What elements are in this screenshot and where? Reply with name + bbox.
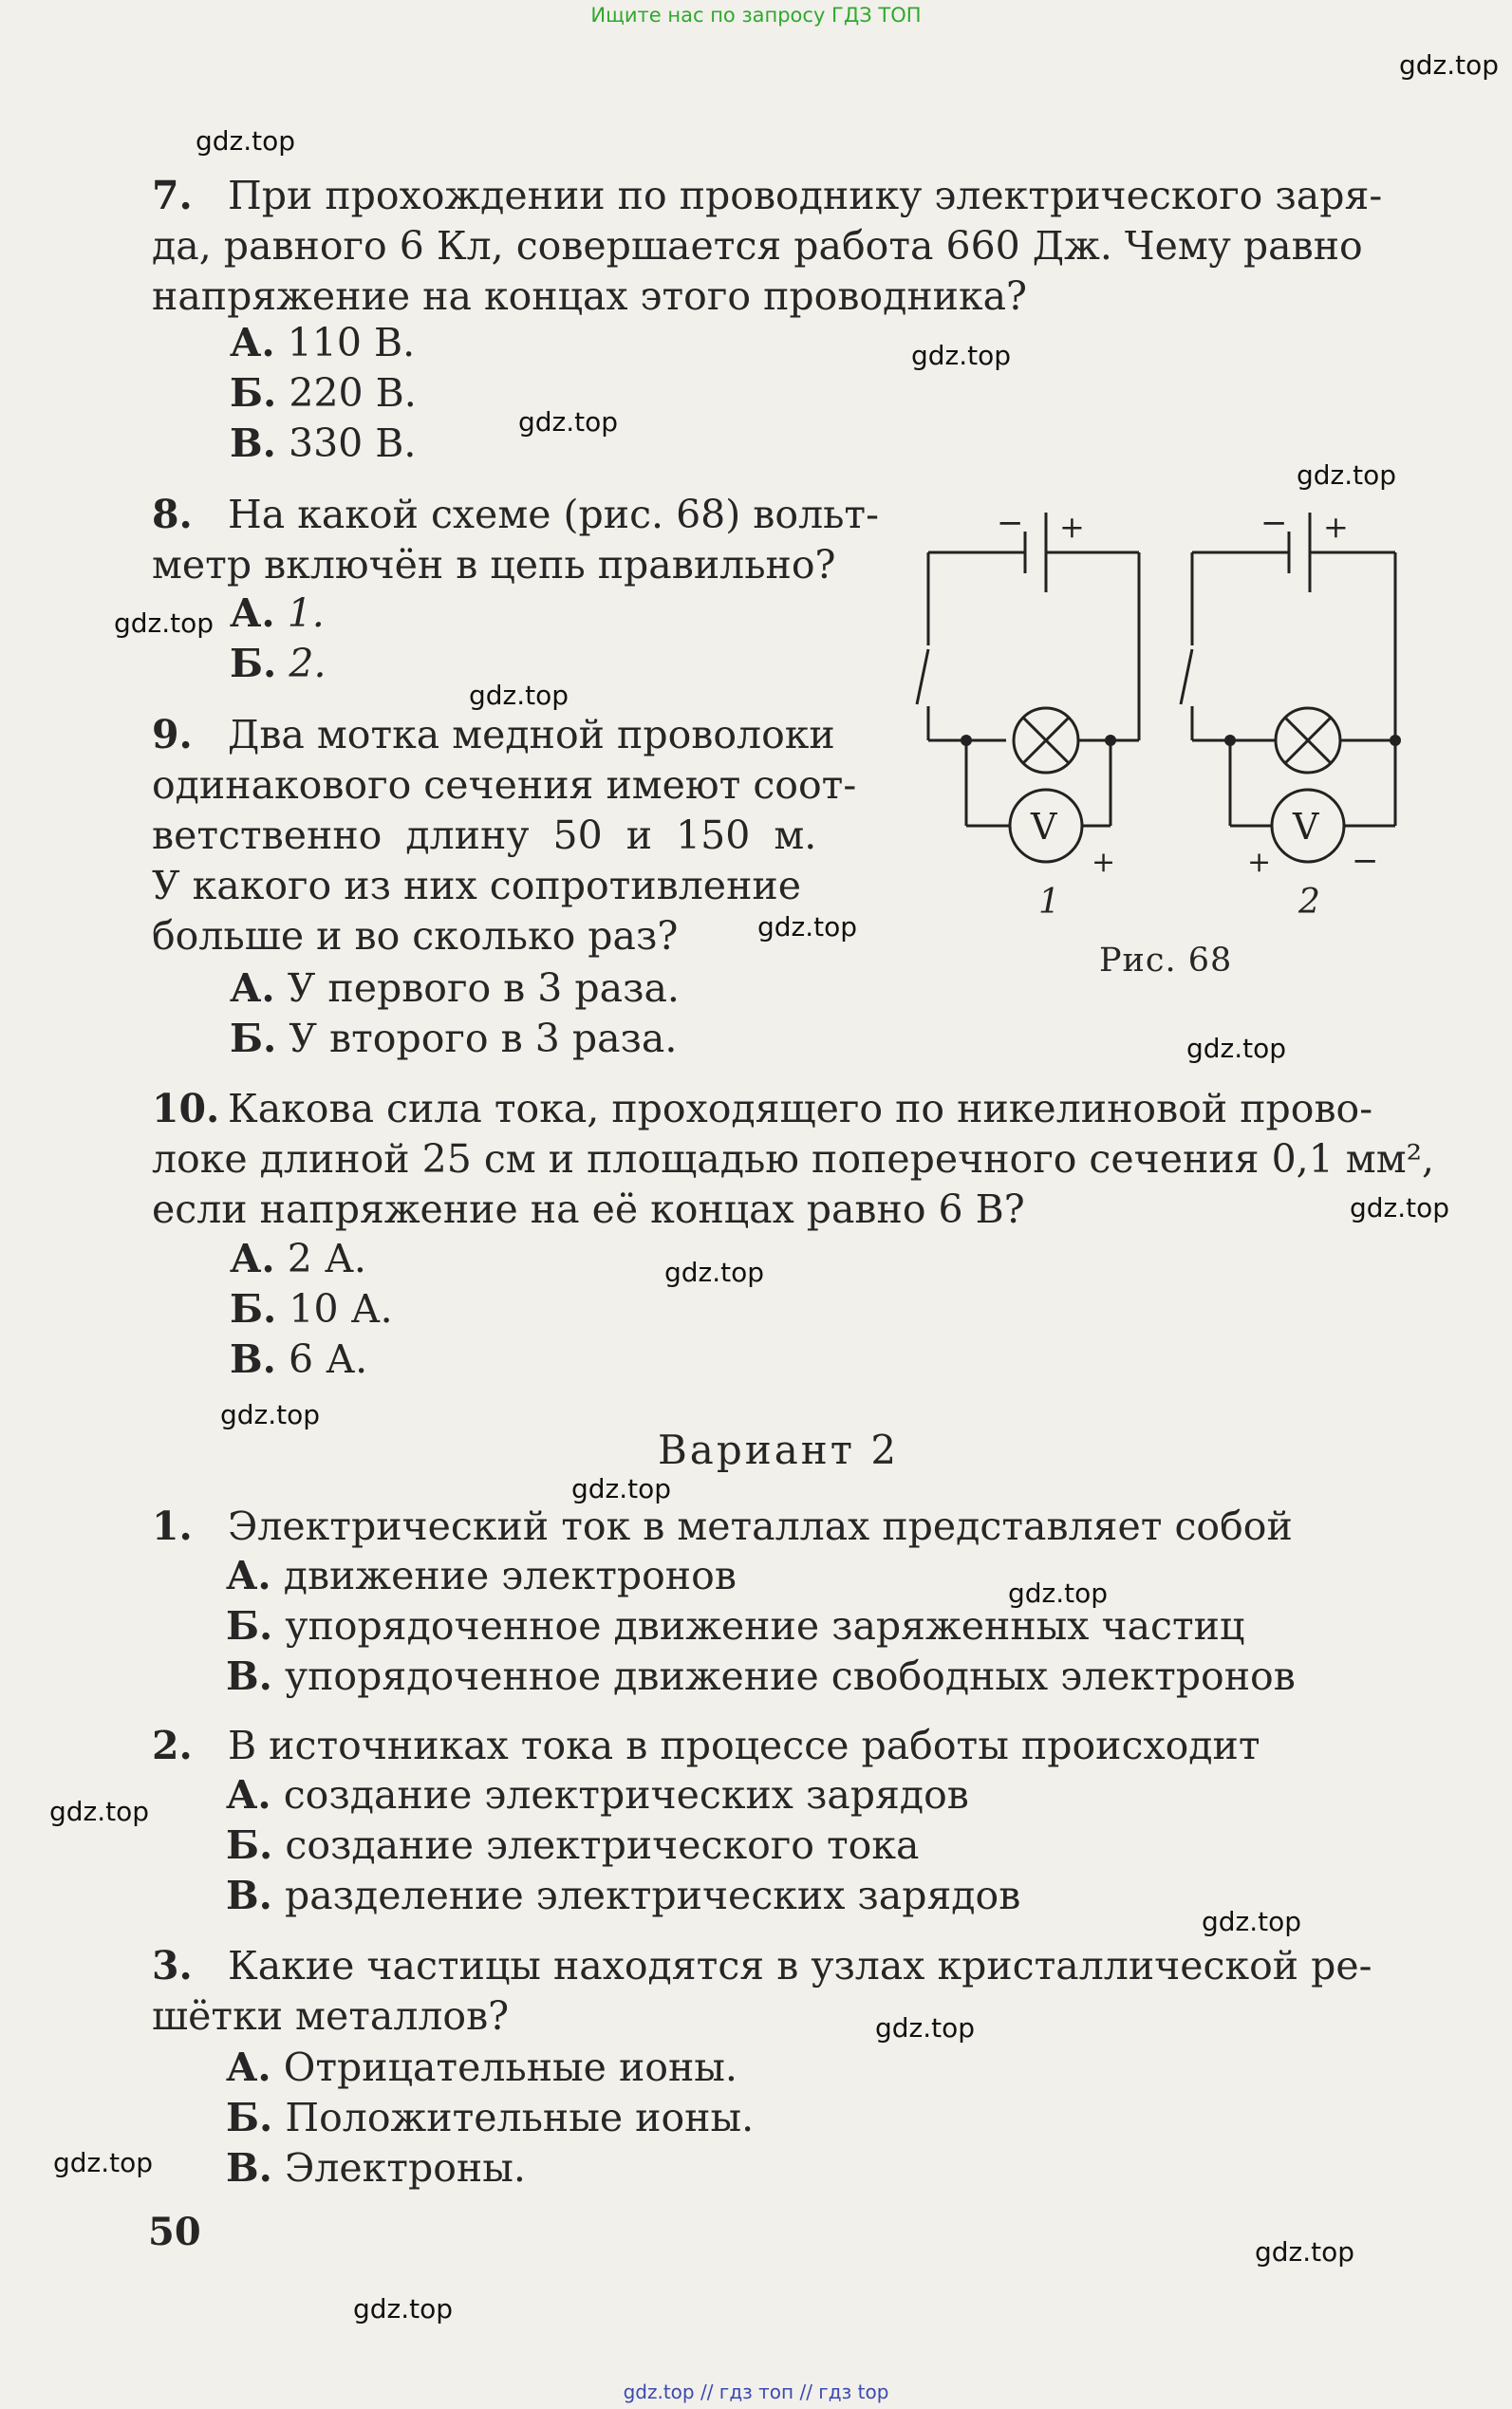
figure-caption: Рис. 68 [1099,942,1233,980]
watermark: gdz.top [571,1473,672,1504]
answer-option: Б. создание электрического тока [226,1822,920,1868]
question-10-line: локе длиной 25 см и площадью поперечного сечения 0,1 мм², [152,1136,1435,1182]
question-9-line: одинакового сечения имеют соот- [152,762,857,808]
page-number: 50 [148,2210,201,2254]
watermark: gdz.top [518,406,619,438]
answer-option: Б. 10 А. [230,1286,393,1332]
voltmeter-label: V [1031,806,1057,848]
switch [917,649,928,704]
watermark: gdz.top [1202,1906,1302,1937]
lamp [1276,708,1340,773]
answer-option: В. 330 В. [230,420,417,466]
voltmeter [1010,790,1082,862]
question-8 [152,490,879,540]
answer-option: А. 2 А. [230,1236,366,1281]
v2-question-3-line: шётки металлов? [152,1993,510,2039]
question-7-line: да, равного 6 Кл, совершается работа 660 Дж. Чему равно [152,223,1363,269]
watermark: gdz.top [757,911,858,943]
watermark: gdz.top [1297,459,1397,491]
answer-option: Б. 2. [230,641,327,686]
question-number: 9. [152,712,193,757]
question-text: Какие частицы находятся в узлах кристаллической ре- [228,1943,1372,1989]
voltmeter-label: V [1293,806,1319,848]
answer-option: В. разделение электрических зарядов [226,1873,1021,1918]
question-10-line: если напряжение на её концах равно 6 В? [152,1186,1025,1232]
circuit-2 [1181,513,1395,862]
answer-option: А. создание электрических зарядов [226,1772,969,1818]
question-7 [152,171,1382,221]
question-number: 7. [152,173,193,218]
watermark: gdz.top [911,340,1012,371]
question-9-line: больше и во сколько раз? [152,913,679,959]
watermark: gdz.top [1008,1578,1109,1609]
question-text: На какой схеме (рис. 68) вольт- [228,492,879,537]
watermark: gdz.top [53,2147,154,2178]
v2-question-1 [152,1502,1293,1552]
circuit-1 [917,513,1139,862]
answer-option: А. движение электронов [226,1553,737,1598]
answer-option: А. 110 В. [230,320,416,365]
watermark: gdz.top [196,125,296,157]
answer-option: А. У первого в 3 раза. [230,965,680,1011]
answer-option: Б. 220 В. [230,370,417,416]
question-10 [152,1084,1372,1134]
watermark: gdz.top [1186,1033,1287,1064]
watermark: gdz.top [220,1399,321,1430]
question-number: 2. [152,1723,193,1768]
question-number: 1. [152,1503,193,1549]
question-text: Два мотка медной проволоки [228,712,835,757]
question-text: Какова сила тока, проходящего по никелиновой прово- [228,1086,1373,1131]
plus-sign: + [1323,509,1349,545]
watermark: gdz.top [664,1257,765,1288]
question-8-line: метр включён в цепь правильно? [152,542,836,588]
answer-option: Б. Положительные ионы. [226,2095,755,2140]
question-number: 8. [152,492,193,537]
answer-option: Б. упорядоченное движение заряженных частиц [226,1603,1245,1649]
plus-sign: + [1247,846,1272,879]
switch [1181,649,1192,704]
question-9 [152,710,835,760]
watermark: gdz.top [1255,2236,1355,2268]
answer-option: А. Отрицательные ионы. [226,2045,737,2090]
bottom-banner[interactable]: gdz.top // гдз топ // гдз top [623,2381,889,2403]
watermark: gdz.top [114,607,215,639]
variant-title: Вариант 2 [657,1427,900,1473]
answer-option: В. упорядоченное движение свободных электронов [226,1653,1296,1699]
question-number: 3. [152,1943,193,1989]
plus-sign: + [1059,509,1085,545]
circuit-2-label: 2 [1298,883,1320,922]
answer-option: В. 6 А. [230,1336,368,1382]
question-7-line: напряжение на концах этого проводника? [152,273,1028,319]
question-text: При прохождении по проводнику электрического заря- [228,173,1383,218]
circuit-1-label: 1 [1038,883,1060,922]
lamp [1014,708,1078,773]
question-text: В источниках тока в процессе работы происходит [228,1723,1260,1768]
minus-sign: − [1260,504,1288,542]
answer-option: Б. У второго в 3 раза. [230,1016,678,1061]
minus-sign: − [1352,842,1379,880]
v2-question-3 [152,1941,1372,1991]
question-9-line: У какого из них сопротивление [152,863,801,908]
watermark: gdz.top [875,2012,976,2044]
answer-option: В. Электроны. [226,2145,526,2191]
watermark: gdz.top [49,1796,150,1827]
question-text: Электрический ток в металлах представляет собой [228,1503,1293,1549]
v2-question-2 [152,1721,1260,1771]
watermark: gdz.top [1350,1192,1450,1223]
watermark: gdz.top [469,680,569,711]
answer-option: А. 1. [230,590,325,636]
minus-sign: − [997,504,1024,542]
watermark: gdz.top [1399,49,1500,81]
voltmeter [1272,790,1344,862]
question-number: 10. [152,1086,220,1131]
plus-sign: + [1092,846,1116,879]
top-banner[interactable]: Ищите нас по запросу ГДЗ ТОП [590,4,922,27]
question-9-line: ветственно длину 50 и 150 м. [152,812,817,858]
watermark: gdz.top [353,2293,454,2325]
